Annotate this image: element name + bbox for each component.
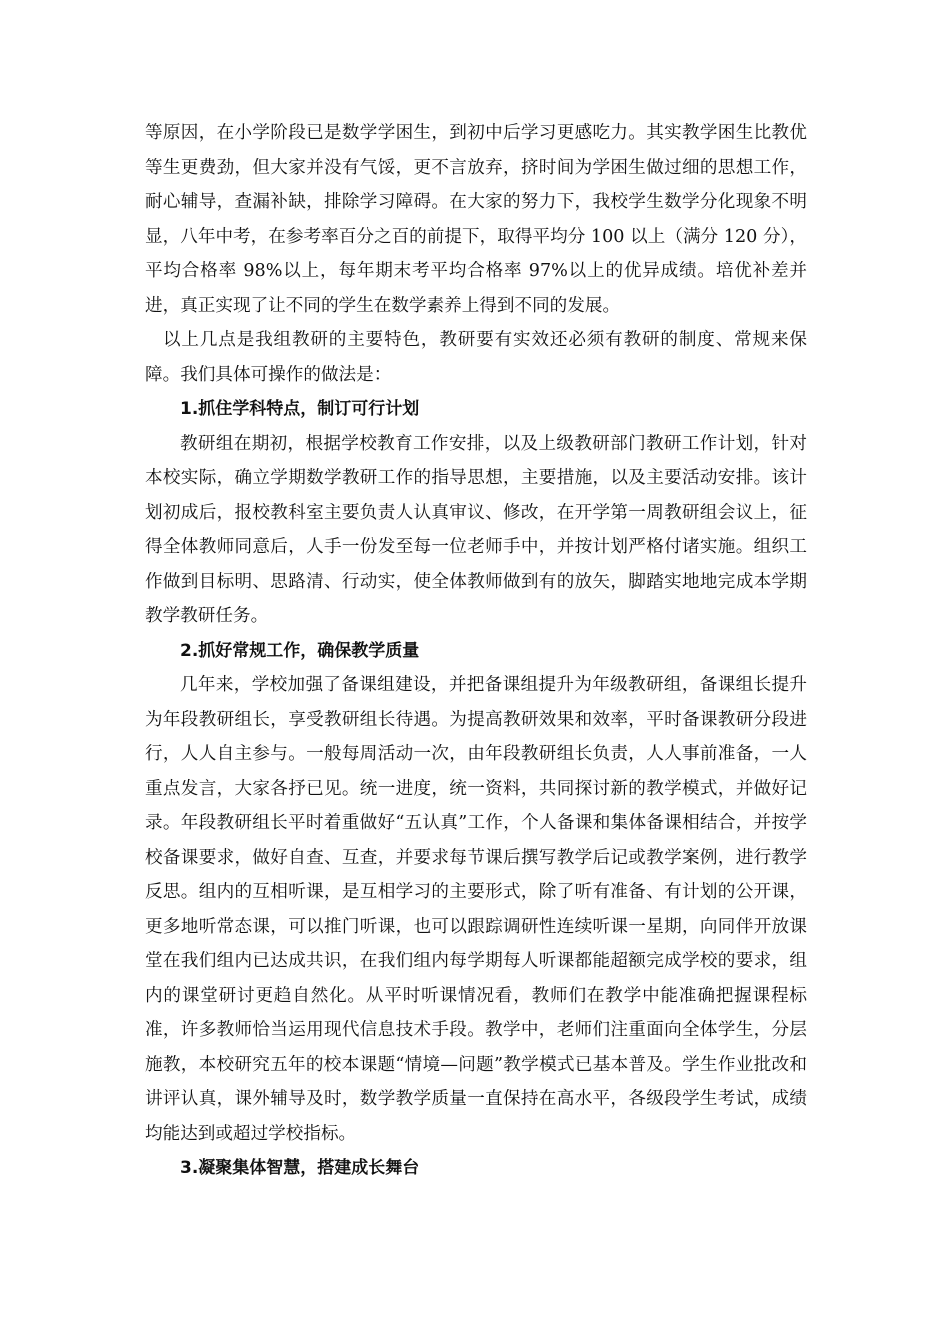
section-heading-1: 1.抓住学科特点，制订可行计划 [180, 399, 420, 419]
document-body [145, 116, 807, 1186]
paragraph-intro: 以上几点是我组教研的主要特色，教研要有实效还必须有教研的制度、常规来保障。我们具体可操作的做法是： [145, 330, 807, 385]
section-heading-3: 3.凝聚集体智慧，搭建成长舞台 [180, 1158, 420, 1178]
paragraph-plan: 教研组在期初，根据学校教育工作安排，以及上级教研部门教研工作计划，针对本校实际，确立学期数学教研工作的指导思想，主要措施，以及主要活动安排。该计划初成后，报校教科室主要负责人认真审议、修改，在开学第一周教研组会议上，征得全体教师同意后，人手一份发至每一位老师手中，并按计划严格付诸实施。组织工作做到目标明、思路清、行动实，使全体教师做到有的放矢，脚踏实地地完成本学期教学教研任务。 [145, 433, 807, 626]
section-heading-2: 2.抓好常规工作，确保教学质量 [180, 640, 420, 661]
paragraph-continuation: 等原因，在小学阶段已是数学学困生，到初中后学习更感吃力。其实教学困生比教优等生更费劲，但大家并没有气馁，更不言放弃，挤时间为学困生做过细的思想工作，耐心辅导，查漏补缺，排除学习障碍。在大家的努力下，我校学生数学分化现象不明显，八年中考，在参考率百分之百的前提下，取得平均分 100 以上（满分 120 分），平均合格率 98%以上，每年期末考平均合格率 97%以上的优异成绩。培优补差并进，真正实现了让不同的学生在数学素养上得到不同的发展。 [145, 123, 807, 316]
paragraph-routine: 几年来，学校加强了备课组建设，并把备课组提升为年级教研组，备课组长提升为年段教研组长，享受教研组长待遇。为提高教研效果和效率，平时备课教研分段进行，人人自主参与。一般每周活动一次，由年段教研组长负责，人人事前准备，一人重点发言，大家各抒已见。统一进度，统一资料，共同探讨新的教学模式，并做好记录。年段教研组长平时着重做好“五认真”工作，个人备课和集体备课相结合，并按学校备课要求，做好自查、互查，并要求每节课后撰写教学后记或教学案例，进行教学反思。组内的互相听课，是互相学习的主要形式，除了听有准备、有计划的公开课，更多地听常态课，可以推门听课，也可以跟踪调研性连续听课一星期，向同伴开放课堂在我们组内已达成共识，在我们组内每学期每人听课都能超额完成学校的要求，组内的课堂研讨更趋自然化。从平时听课情况看，教师们在教学中能准确把握课程标准，许多教师恰当运用现代信息技术手段。教学中，老师们注重面向全体学生，分层施教，本校研究五年的校本课题“情境—问题”教学模式已基本普及。学生作业批改和讲评认真，课外辅导及时，数学教学质量一直保持在高水平，各级段学生考试，成绩均能达到或超过学校指标。 [145, 675, 807, 1144]
